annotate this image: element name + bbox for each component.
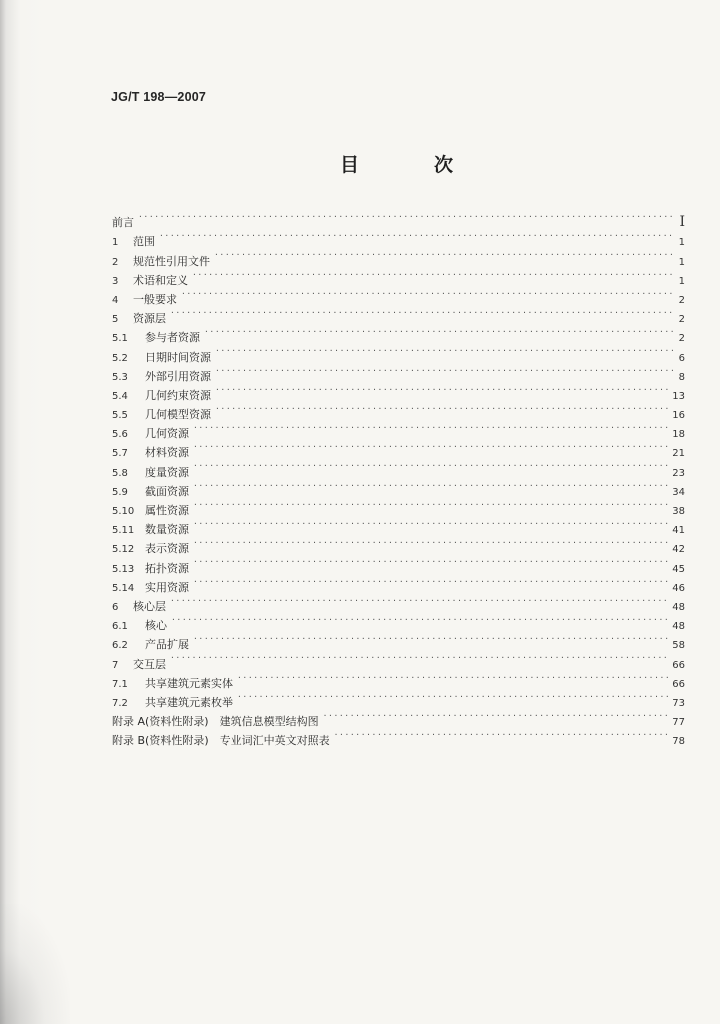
toc-entry[interactable] bbox=[112, 552, 685, 575]
toc-dot-leader bbox=[323, 706, 670, 725]
toc-entry[interactable] bbox=[112, 226, 685, 249]
toc-entry-number: 6 bbox=[112, 601, 119, 613]
toc-dot-leader bbox=[170, 591, 669, 610]
toc-entry-page: 48 bbox=[672, 601, 685, 613]
toc-entry-page: 48 bbox=[672, 621, 685, 633]
toc-entry[interactable] bbox=[112, 245, 685, 268]
toc-entry-label: 一般要求 bbox=[133, 292, 177, 306]
toc-entry-page: 21 bbox=[672, 448, 685, 460]
toc-entry-label: 属性资源 bbox=[145, 504, 189, 517]
toc-dot-leader bbox=[193, 533, 669, 552]
toc-entry[interactable] bbox=[112, 591, 685, 613]
toc-entry-page: 18 bbox=[672, 429, 685, 441]
toc-entry-label: 材料资源 bbox=[145, 446, 189, 460]
toc-entry[interactable] bbox=[112, 418, 685, 441]
toc-entry[interactable] bbox=[112, 668, 685, 690]
toc-entry-page: 38 bbox=[672, 506, 685, 517]
toc-dot-leader bbox=[214, 245, 674, 264]
toc-entry-page: 78 bbox=[672, 736, 685, 748]
toc-entry-number: 5.2 bbox=[112, 352, 128, 364]
toc-entry-label: 几何资源 bbox=[145, 427, 189, 441]
toc-entry[interactable] bbox=[112, 572, 685, 594]
toc-entry-page: 1 bbox=[678, 275, 685, 287]
toc-dot-leader bbox=[193, 514, 669, 533]
toc-entry-page: 1 bbox=[678, 256, 685, 268]
toc-entry-page: 2 bbox=[678, 294, 685, 306]
toc-dot-leader bbox=[192, 265, 674, 284]
toc-entry-label: 术语和定义 bbox=[133, 273, 188, 287]
toc-entry-label: 共享建筑元素实体 bbox=[145, 676, 233, 690]
toc-entry-page: 73 bbox=[672, 697, 685, 709]
toc-entry-page: 23 bbox=[672, 467, 685, 479]
toc-entry[interactable] bbox=[112, 322, 685, 345]
toc-entry-number: 5.8 bbox=[112, 467, 128, 479]
toc-dot-leader bbox=[215, 380, 669, 399]
toc-entry[interactable] bbox=[112, 514, 685, 537]
toc-dot-leader bbox=[193, 437, 669, 456]
toc-entry-number: 6.2 bbox=[112, 640, 128, 652]
toc-entry-number: 5.9 bbox=[112, 486, 128, 498]
toc-entry-number: 3 bbox=[112, 275, 119, 287]
toc-entry-page: 8 bbox=[678, 371, 685, 383]
toc-entry-page: 16 bbox=[672, 410, 685, 422]
toc-entry-label: 资源层 bbox=[133, 312, 166, 326]
toc-entry-page: Ⅰ bbox=[679, 214, 685, 231]
toc-entry-number: 5 bbox=[112, 314, 119, 326]
toc-entry-label: 拓扑资源 bbox=[145, 561, 189, 575]
toc-entry[interactable] bbox=[112, 629, 685, 652]
toc-entry-label: 几何模型资源 bbox=[145, 408, 211, 422]
toc-entry-number: 1 bbox=[112, 237, 119, 249]
toc-entry[interactable] bbox=[112, 303, 685, 326]
toc-entry-label: 数量资源 bbox=[145, 523, 189, 537]
toc-dot-leader bbox=[237, 668, 669, 687]
toc-entry-number: 6.1 bbox=[112, 621, 128, 633]
toc-entry-number: 5.5 bbox=[112, 410, 128, 422]
toc-entry[interactable] bbox=[112, 610, 685, 633]
toc-entry-label: 外部引用资源 bbox=[145, 369, 211, 383]
toc-dot-leader bbox=[215, 361, 674, 380]
scan-edge-shadow bbox=[0, 0, 46, 1024]
toc-dot-leader bbox=[170, 648, 669, 667]
toc-entry-page: 13 bbox=[672, 390, 685, 402]
toc-entry-label: 表示资源 bbox=[145, 542, 189, 556]
toc-entry[interactable] bbox=[112, 265, 685, 287]
toc-dot-leader bbox=[215, 341, 674, 360]
toc-entry-label: 实用资源 bbox=[145, 580, 189, 594]
toc-entry-page: 46 bbox=[672, 582, 685, 594]
toc-entry-label: 截面资源 bbox=[145, 484, 189, 498]
toc-entry-label: 参与者资源 bbox=[145, 331, 200, 345]
toc-dot-leader bbox=[237, 687, 669, 706]
toc-entry-number: 5.10 bbox=[112, 506, 135, 517]
toc-entry-page: 34 bbox=[672, 486, 685, 498]
toc-entry-page: 77 bbox=[672, 717, 685, 729]
toc-dot-leader bbox=[193, 572, 669, 591]
toc-dot-leader bbox=[193, 456, 669, 475]
toc-entry-label: 前言 bbox=[112, 216, 134, 230]
toc-entry-number: 5.12 bbox=[112, 544, 135, 556]
toc-dot-leader bbox=[159, 226, 674, 245]
toc-entry-label: 日期时间资源 bbox=[145, 350, 211, 364]
toc-dot-leader bbox=[193, 552, 669, 571]
toc-entry-page: 1 bbox=[678, 237, 685, 249]
toc-title: 目 次 bbox=[340, 154, 482, 176]
toc-entry-label: 产品扩展 bbox=[145, 638, 189, 652]
toc-dot-leader bbox=[193, 476, 669, 495]
toc-entry-number: 5.13 bbox=[112, 563, 135, 575]
toc-entry-label: 范围 bbox=[133, 235, 155, 249]
toc-dot-leader bbox=[181, 284, 674, 303]
toc-entry-label: 核心 bbox=[145, 619, 167, 633]
toc-dot-leader bbox=[215, 399, 669, 418]
toc-entry[interactable] bbox=[112, 207, 685, 231]
toc-entry-label: 共享建筑元素枚举 bbox=[145, 695, 233, 709]
toc-entry[interactable] bbox=[112, 648, 685, 671]
toc-entry-page: 66 bbox=[672, 678, 685, 690]
toc-entry-number: 7 bbox=[112, 659, 119, 671]
toc-entry[interactable] bbox=[112, 284, 685, 306]
toc-entry-label: 度量资源 bbox=[145, 465, 189, 479]
toc-entry-number: 5.14 bbox=[112, 582, 135, 594]
toc-dot-leader bbox=[193, 495, 669, 514]
toc-entry-label: 核心层 bbox=[133, 599, 166, 613]
scan-corner-shadow bbox=[0, 904, 70, 1024]
toc-entry-number: 5.6 bbox=[112, 429, 128, 441]
toc-dot-leader bbox=[170, 303, 674, 322]
toc-entry-number: 5.3 bbox=[112, 371, 128, 383]
toc-entry-label: 交互层 bbox=[133, 657, 166, 671]
toc-entry-number: 7.1 bbox=[112, 678, 128, 690]
toc-dot-leader bbox=[193, 629, 669, 648]
toc-entry-number: 7.2 bbox=[112, 697, 128, 709]
toc-entry-page: 2 bbox=[678, 333, 685, 345]
toc-entry-label: 附录 A(资料性附录) 建筑信息模型结构图 bbox=[112, 715, 319, 729]
toc-dot-leader bbox=[138, 207, 674, 226]
toc-dot-leader bbox=[204, 322, 674, 341]
toc-entry[interactable] bbox=[112, 437, 685, 460]
toc-entry-page: 58 bbox=[672, 640, 685, 652]
toc-dot-leader bbox=[193, 418, 669, 437]
toc-entry[interactable] bbox=[112, 476, 685, 498]
toc-entry-number: 4 bbox=[112, 294, 119, 306]
toc-entry[interactable] bbox=[112, 456, 685, 479]
toc-entry-page: 6 bbox=[678, 352, 685, 364]
toc-entry[interactable] bbox=[112, 495, 685, 517]
toc-entry-label: 附录 B(资料性附录) 专业词汇中英文对照表 bbox=[112, 734, 330, 748]
toc-entry[interactable] bbox=[112, 533, 685, 556]
toc-entry-page: 41 bbox=[672, 525, 685, 537]
toc-entry-number: 5.4 bbox=[112, 390, 128, 402]
toc-dot-leader bbox=[334, 725, 670, 744]
toc-entry-label: 几何约束资源 bbox=[145, 388, 211, 402]
toc-entry-number: 2 bbox=[112, 256, 119, 268]
toc-entry-number: 5.1 bbox=[112, 333, 128, 345]
toc-entry-label: 规范性引用文件 bbox=[133, 254, 210, 268]
toc-entry-page: 45 bbox=[672, 563, 685, 575]
toc-entry-number: 5.11 bbox=[112, 525, 135, 537]
toc-entry-page: 2 bbox=[678, 314, 685, 326]
toc-entry-number: 5.7 bbox=[112, 448, 128, 460]
toc-dot-leader bbox=[171, 610, 669, 629]
toc-entry-page: 66 bbox=[672, 659, 685, 671]
toc-entry-page: 42 bbox=[672, 544, 685, 556]
table-of-contents bbox=[112, 207, 685, 748]
standard-code: JG/T 198—2007 bbox=[111, 90, 207, 104]
